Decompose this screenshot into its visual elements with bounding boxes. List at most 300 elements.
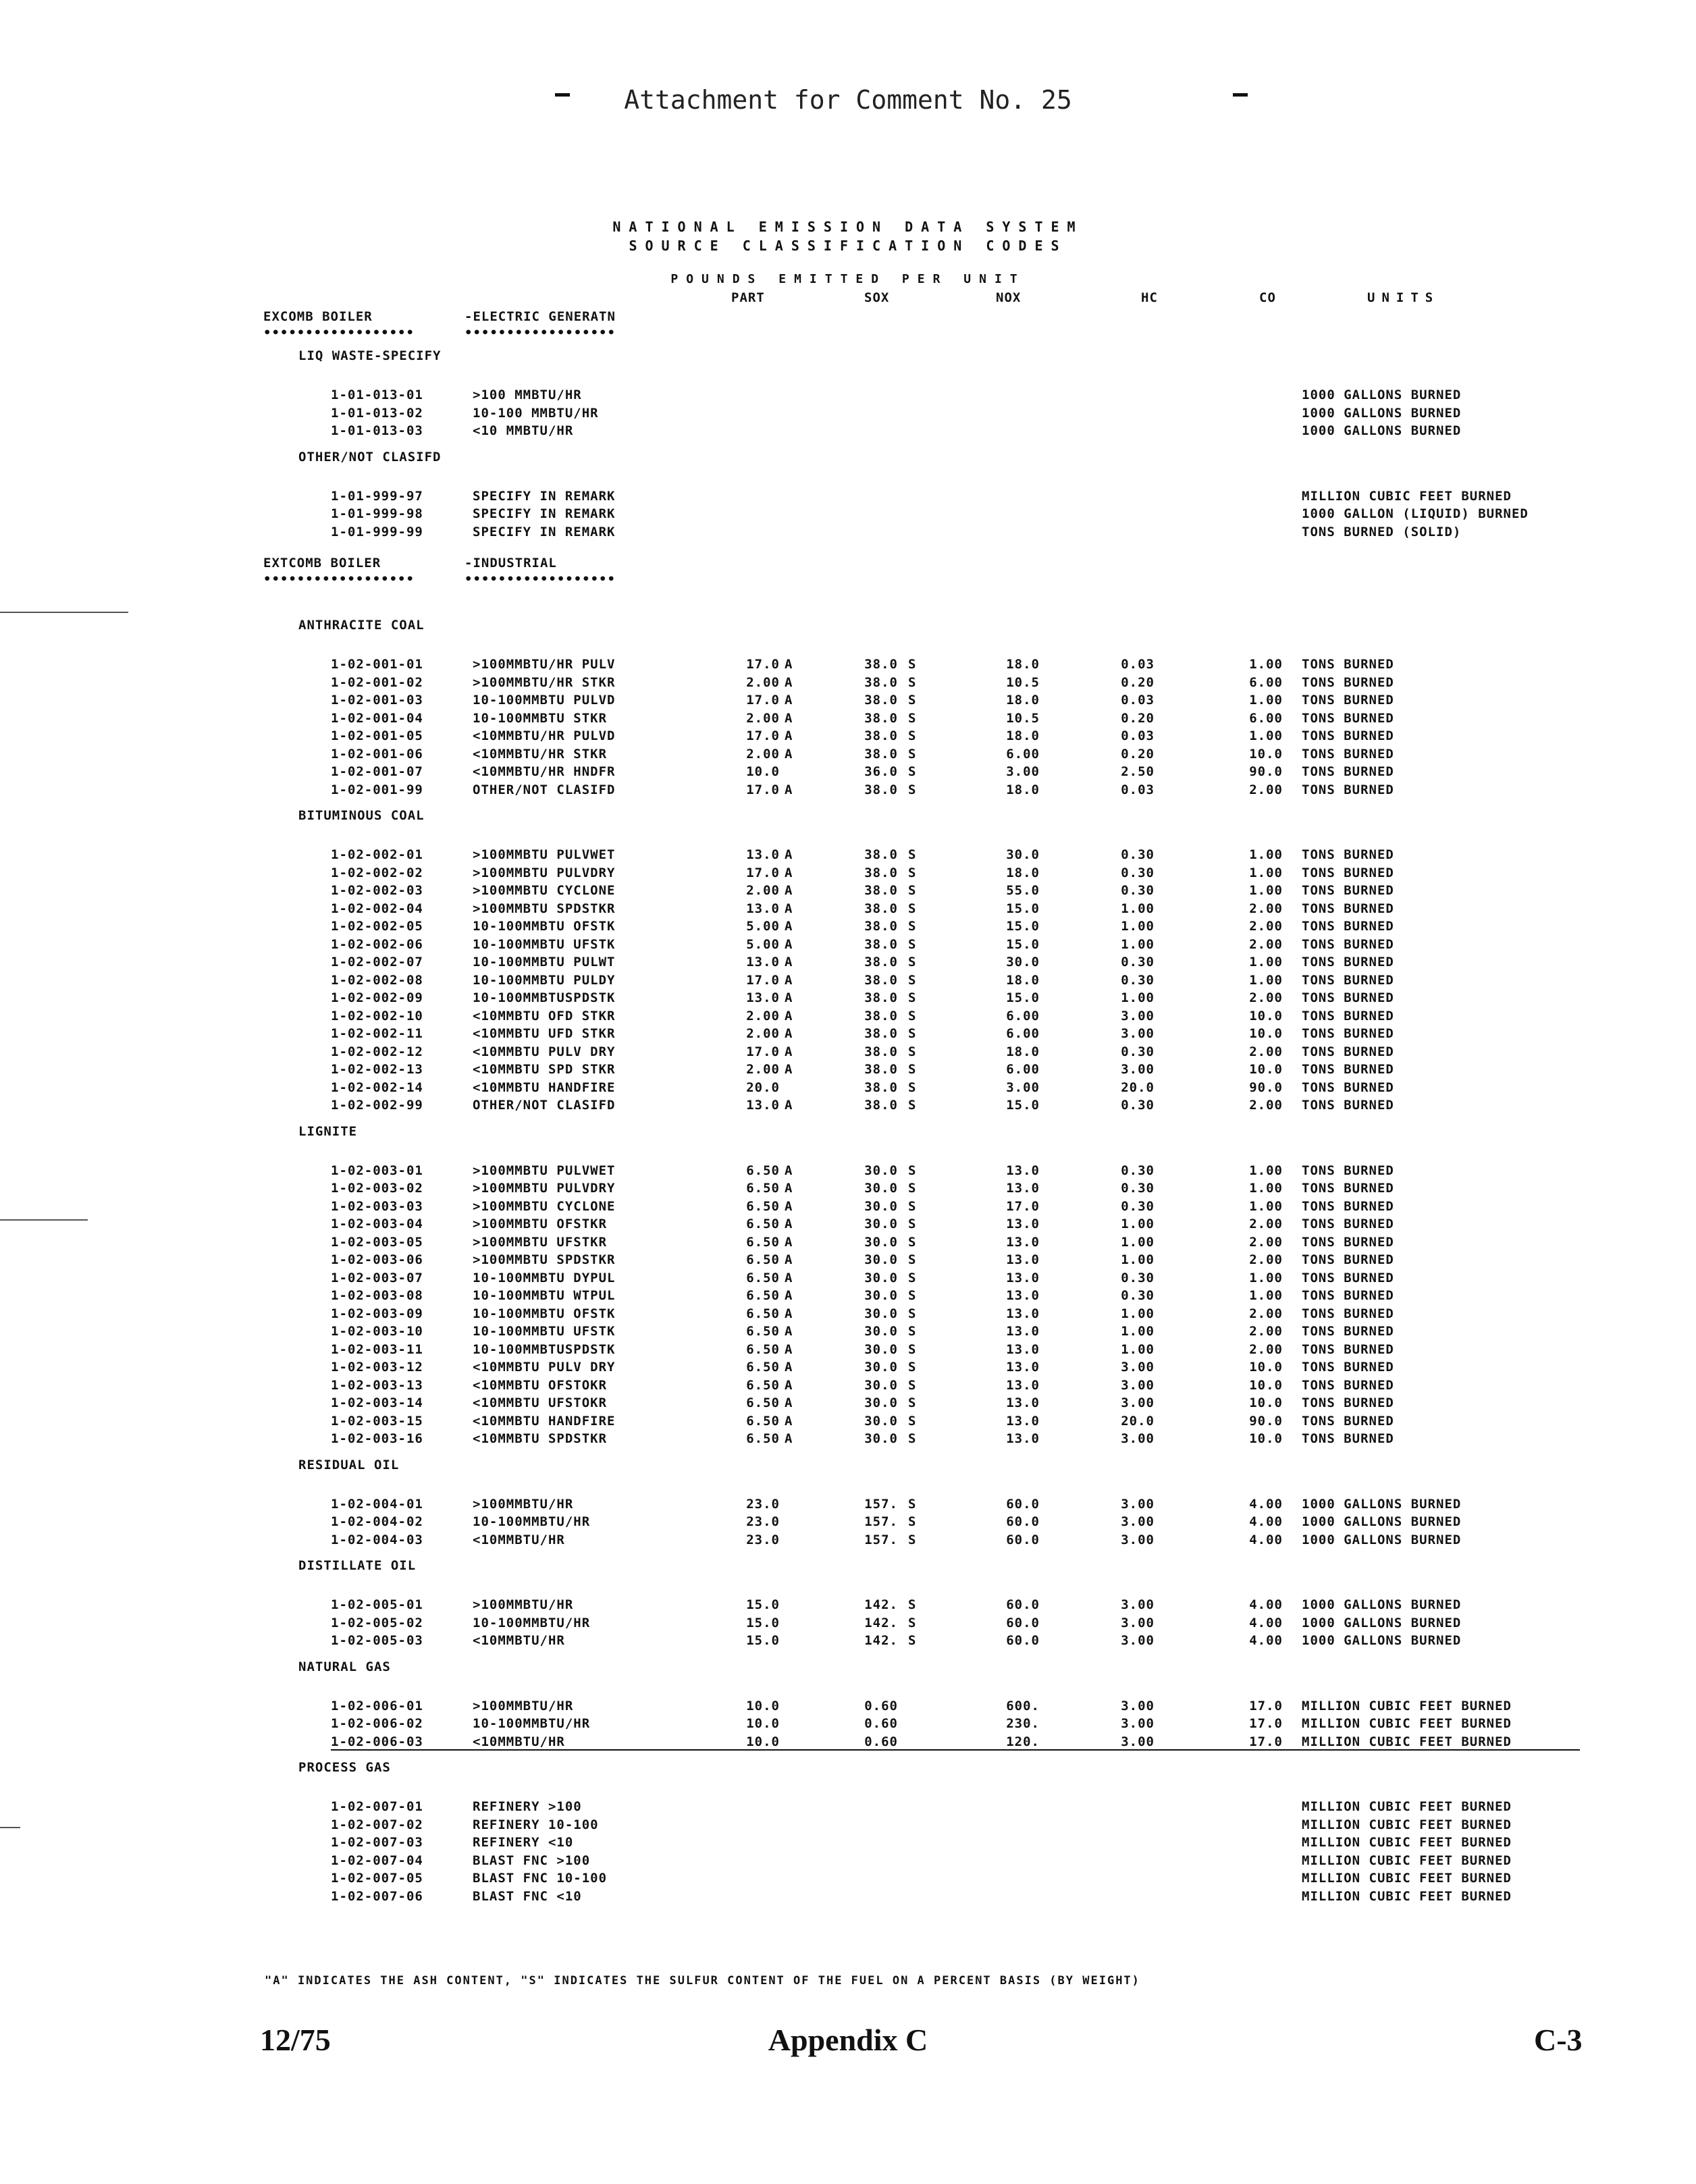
section-title: OTHER/NOT CLASIFD — [298, 449, 442, 464]
sox-flag: S — [908, 955, 917, 969]
table-row — [0, 1061, 1696, 1079]
scc-code: 1-02-003-13 — [331, 1377, 423, 1393]
units: TONS BURNED — [1302, 1198, 1394, 1214]
sox-value: 38.0 — [864, 746, 898, 762]
sox-flag: S — [908, 990, 917, 1005]
col-header-co: CO — [1259, 290, 1276, 305]
attachment-title: Attachment for Comment No. 25 — [624, 85, 1072, 115]
nox-value: 18.0 — [1006, 972, 1040, 988]
part-value: 6.50 — [746, 1252, 780, 1267]
sox-value: 30.0 — [864, 1306, 898, 1321]
scc-code: 1-02-002-09 — [331, 990, 423, 1005]
section-title: PROCESS GAS — [298, 1760, 391, 1775]
part-flag: A — [785, 1217, 793, 1231]
sox-flag: S — [908, 1341, 917, 1357]
co-value: 4.00 — [1249, 1633, 1283, 1648]
scc-code: 1-01-999-97 — [331, 488, 423, 504]
nox-value: 13.0 — [1006, 1341, 1040, 1357]
part-value: 10.0 — [746, 1734, 780, 1749]
sox-flag: S — [908, 1532, 917, 1547]
co-value: 1.00 — [1249, 847, 1283, 862]
scc-code: 1-02-002-11 — [331, 1026, 423, 1041]
sox-flag: S — [908, 1496, 917, 1512]
sox-value: 30.0 — [864, 1395, 898, 1410]
table-row — [0, 1495, 1696, 1514]
scc-code: 1-02-003-01 — [331, 1163, 423, 1178]
nox-value: 30.0 — [1006, 955, 1040, 969]
part-flag: A — [785, 1431, 793, 1446]
hc-value: 3.00 — [1121, 1496, 1155, 1512]
sox-value: 30.0 — [864, 1198, 898, 1214]
sox-flag: S — [908, 1597, 917, 1612]
co-value: 2.00 — [1249, 901, 1283, 916]
hc-value: 1.00 — [1121, 1252, 1155, 1267]
description: <10MMBTU UFSTOKR — [473, 1395, 608, 1410]
sox-flag: S — [908, 1360, 917, 1375]
description: >100MMBTU/HR PULV — [473, 657, 616, 672]
description: SPECIFY IN REMARK — [473, 488, 616, 504]
part-value: 17.0 — [746, 728, 780, 743]
scc-code: 1-02-007-02 — [331, 1817, 423, 1832]
category-left: EXCOMB BOILER — [263, 309, 373, 324]
description: >100MMBTU/HR — [473, 1698, 574, 1713]
section — [0, 807, 1696, 1123]
description: 10-100MMBTU PULVD — [473, 693, 616, 708]
co-value: 90.0 — [1249, 1080, 1283, 1095]
units: TONS BURNED — [1302, 1026, 1394, 1041]
co-value: 4.00 — [1249, 1597, 1283, 1612]
sox-value: 38.0 — [864, 1062, 898, 1077]
col-header-part: PART — [731, 290, 765, 305]
table-row — [0, 1251, 1696, 1269]
description: <10MMBTU HANDFIRE — [473, 1080, 616, 1095]
hc-value: 3.00 — [1121, 1615, 1155, 1630]
units: TONS BURNED — [1302, 1306, 1394, 1321]
sox-flag: S — [908, 1217, 917, 1231]
part-value: 20.0 — [746, 1080, 780, 1095]
scc-code: 1-02-006-01 — [331, 1698, 423, 1713]
co-value: 1.00 — [1249, 1181, 1283, 1196]
category-electric-generatn — [0, 302, 1696, 343]
description: >100MMBTU SPDSTKR — [473, 901, 616, 916]
hc-value: 3.00 — [1121, 1395, 1155, 1410]
hc-value: 0.20 — [1121, 674, 1155, 690]
part-flag: A — [785, 972, 793, 988]
scc-code: 1-01-013-02 — [331, 405, 423, 421]
sox-value: 38.0 — [864, 782, 898, 797]
units: TONS BURNED — [1302, 1324, 1394, 1339]
sox-flag: S — [908, 1026, 917, 1041]
hc-value: 1.00 — [1121, 1217, 1155, 1231]
description: 10-100MMBTU/HR — [473, 1716, 591, 1731]
units: MILLION CUBIC FEET BURNED — [1302, 1888, 1512, 1904]
description: 10-100 MMBTU/HR — [473, 405, 599, 421]
part-flag: A — [785, 1306, 793, 1321]
co-value: 10.0 — [1249, 1008, 1283, 1023]
scc-code: 1-02-006-02 — [331, 1716, 423, 1731]
units: TONS BURNED — [1302, 1234, 1394, 1250]
scc-code: 1-02-001-06 — [331, 746, 423, 762]
co-value: 1.00 — [1249, 1270, 1283, 1285]
table-row — [0, 1733, 1696, 1751]
units: MILLION CUBIC FEET BURNED — [1302, 1698, 1512, 1713]
hc-value: 0.30 — [1121, 1181, 1155, 1196]
part-flag: A — [785, 1288, 793, 1303]
hc-value: 0.30 — [1121, 865, 1155, 880]
co-value: 1.00 — [1249, 693, 1283, 708]
units: 1000 GALLONS BURNED — [1302, 1615, 1462, 1630]
part-value: 2.00 — [746, 746, 780, 762]
hc-value: 3.00 — [1121, 1734, 1155, 1749]
co-value: 2.00 — [1249, 1324, 1283, 1339]
nox-value: 13.0 — [1006, 1360, 1040, 1375]
scc-code: 1-02-005-02 — [331, 1615, 423, 1630]
co-value: 2.00 — [1249, 1306, 1283, 1321]
hc-value: 3.00 — [1121, 1431, 1155, 1446]
section — [0, 1759, 1696, 1913]
part-value: 5.00 — [746, 919, 780, 934]
scc-code: 1-02-002-99 — [331, 1098, 423, 1113]
sox-value: 30.0 — [864, 1341, 898, 1357]
units: MILLION CUBIC FEET BURNED — [1302, 1716, 1512, 1731]
part-flag: A — [785, 1324, 793, 1339]
table-row — [0, 1798, 1696, 1816]
table-row — [0, 1025, 1696, 1043]
units: TONS BURNED — [1302, 883, 1394, 898]
table-row — [0, 1513, 1696, 1531]
table-row — [0, 1215, 1696, 1233]
sox-flag: S — [908, 764, 917, 779]
sox-flag: S — [908, 1324, 917, 1339]
description: OTHER/NOT CLASIFD — [473, 1098, 616, 1113]
scc-code: 1-02-003-09 — [331, 1306, 423, 1321]
co-value: 10.0 — [1249, 746, 1283, 762]
description: SPECIFY IN REMARK — [473, 506, 616, 521]
part-value: 17.0 — [746, 865, 780, 880]
scc-code: 1-01-013-03 — [331, 423, 423, 438]
part-flag: A — [785, 1163, 793, 1178]
co-value: 4.00 — [1249, 1615, 1283, 1630]
nox-value: 30.0 — [1006, 847, 1040, 862]
co-value: 10.0 — [1249, 1377, 1283, 1393]
sox-flag: S — [908, 728, 917, 743]
part-flag: A — [785, 782, 793, 797]
units: TONS BURNED — [1302, 710, 1394, 726]
description: <10MMBTU SPDSTKR — [473, 1431, 608, 1446]
sox-value: 142. — [864, 1597, 898, 1612]
nox-value: 3.00 — [1006, 1080, 1040, 1095]
table-row — [0, 1816, 1696, 1834]
hc-value: 3.00 — [1121, 1062, 1155, 1077]
part-value: 2.00 — [746, 1008, 780, 1023]
section-title: RESIDUAL OIL — [298, 1457, 400, 1472]
sox-value: 38.0 — [864, 936, 898, 952]
nox-value: 13.0 — [1006, 1270, 1040, 1285]
scc-code: 1-02-005-01 — [331, 1597, 423, 1612]
co-value: 2.00 — [1249, 1341, 1283, 1357]
sox-value: 38.0 — [864, 674, 898, 690]
sox-flag: S — [908, 1431, 917, 1446]
co-value: 90.0 — [1249, 1413, 1283, 1429]
description: <10MMBTU PULV DRY — [473, 1360, 616, 1375]
sox-flag: S — [908, 782, 917, 797]
table-row — [0, 971, 1696, 990]
hc-value: 3.00 — [1121, 1633, 1155, 1648]
units: TONS BURNED — [1302, 847, 1394, 862]
sox-flag: S — [908, 919, 917, 934]
sox-value: 38.0 — [864, 1098, 898, 1113]
section — [0, 1557, 1696, 1658]
table-row — [0, 727, 1696, 745]
scc-code: 1-02-002-03 — [331, 883, 423, 898]
sox-flag: S — [908, 865, 917, 880]
scc-code: 1-02-005-03 — [331, 1633, 423, 1648]
table-row — [0, 1358, 1696, 1377]
co-value: 2.00 — [1249, 1098, 1283, 1113]
hc-value: 0.30 — [1121, 1270, 1155, 1285]
description: <10MMBTU OFSTOKR — [473, 1377, 608, 1393]
sox-value: 38.0 — [864, 1026, 898, 1041]
sox-flag: S — [908, 1234, 917, 1250]
part-flag: A — [785, 674, 793, 690]
sox-flag: S — [908, 1198, 917, 1214]
sox-value: 38.0 — [864, 728, 898, 743]
co-value: 17.0 — [1249, 1716, 1283, 1731]
scc-code: 1-02-004-01 — [331, 1496, 423, 1512]
nox-value: 230. — [1006, 1716, 1040, 1731]
units: TONS BURNED — [1302, 657, 1394, 672]
sox-flag: S — [908, 1615, 917, 1630]
co-value: 10.0 — [1249, 1395, 1283, 1410]
description: >100MMBTU PULVWET — [473, 1163, 616, 1178]
part-value: 2.00 — [746, 1026, 780, 1041]
scc-code: 1-01-999-99 — [331, 524, 423, 539]
sox-value: 142. — [864, 1615, 898, 1630]
part-value: 10.0 — [746, 764, 780, 779]
units: TONS BURNED — [1302, 1044, 1394, 1059]
hc-value: 0.30 — [1121, 883, 1155, 898]
nox-value: 6.00 — [1006, 746, 1040, 762]
part-value: 5.00 — [746, 936, 780, 952]
hc-value: 1.00 — [1121, 990, 1155, 1005]
table-row — [0, 864, 1696, 882]
nox-value: 13.0 — [1006, 1431, 1040, 1446]
part-flag: A — [785, 728, 793, 743]
hc-value: 3.00 — [1121, 1716, 1155, 1731]
table-row — [0, 422, 1696, 440]
part-value: 15.0 — [746, 1615, 780, 1630]
part-value: 2.00 — [746, 1062, 780, 1077]
co-value: 10.0 — [1249, 1431, 1283, 1446]
sox-flag: S — [908, 746, 917, 762]
nox-value: 15.0 — [1006, 1098, 1040, 1113]
part-flag: A — [785, 710, 793, 726]
margin-mark — [0, 1219, 88, 1221]
scc-code: 1-02-003-03 — [331, 1198, 423, 1214]
description: REFINERY <10 — [473, 1835, 574, 1850]
description: <10MMBTU PULV DRY — [473, 1044, 616, 1059]
part-flag: A — [785, 1008, 793, 1023]
co-value: 1.00 — [1249, 1198, 1283, 1214]
description: >100 MMBTU/HR — [473, 388, 582, 402]
part-flag: A — [785, 1198, 793, 1214]
sox-value: 38.0 — [864, 710, 898, 726]
sox-flag: S — [908, 936, 917, 952]
scc-code: 1-02-002-13 — [331, 1062, 423, 1077]
units: MILLION CUBIC FEET BURNED — [1302, 488, 1512, 504]
part-flag: A — [785, 990, 793, 1005]
sox-flag: S — [908, 901, 917, 916]
footer-page-number: C-3 — [1534, 2023, 1583, 2057]
hc-value: 3.00 — [1121, 1377, 1155, 1393]
part-value: 17.0 — [746, 693, 780, 708]
co-value: 2.00 — [1249, 919, 1283, 934]
sections-industrial — [0, 589, 1696, 1913]
units: TONS BURNED — [1302, 1288, 1394, 1303]
category-left: EXTCOMB BOILER — [263, 556, 381, 570]
co-value: 2.00 — [1249, 782, 1283, 797]
footnote: "A" INDICATES THE ASH CONTENT, "S" INDICATES THE SULFUR CONTENT OF THE FUEL ON A PERCENT BASIS (BY WEIGHT) — [265, 1974, 1140, 1988]
system-title-line2: SOURCE CLASSIFICATION CODES — [629, 238, 1067, 254]
table-row — [0, 1888, 1696, 1906]
description: 10-100MMBTU UFSTK — [473, 936, 616, 952]
description: >100MMBTU UFSTKR — [473, 1234, 608, 1250]
hc-value: 1.00 — [1121, 1341, 1155, 1357]
part-flag: A — [785, 1377, 793, 1393]
col-header-units: UNITS — [1367, 290, 1440, 305]
sox-value: 38.0 — [864, 847, 898, 862]
section-title: LIQ WASTE-SPECIFY — [298, 348, 442, 363]
part-value: 23.0 — [746, 1532, 780, 1547]
part-value: 6.50 — [746, 1234, 780, 1250]
hc-value: 0.30 — [1121, 955, 1155, 969]
nox-value: 10.5 — [1006, 674, 1040, 690]
co-value: 2.00 — [1249, 1044, 1283, 1059]
sox-value: 38.0 — [864, 901, 898, 916]
description: 10-100MMBTU/HR — [473, 1615, 591, 1630]
margin-mark — [0, 612, 128, 613]
units: TONS BURNED — [1302, 1252, 1394, 1267]
units: TONS BURNED — [1302, 955, 1394, 969]
part-flag: A — [785, 1026, 793, 1041]
table-row — [0, 1377, 1696, 1395]
nox-value: 15.0 — [1006, 901, 1040, 916]
nox-value: 13.0 — [1006, 1252, 1040, 1267]
co-value: 1.00 — [1249, 865, 1283, 880]
part-flag: A — [785, 919, 793, 934]
description: >100MMBTU/HR — [473, 1496, 574, 1512]
nox-value: 13.0 — [1006, 1377, 1040, 1393]
table-row — [0, 882, 1696, 900]
part-value: 13.0 — [746, 955, 780, 969]
hc-value: 0.30 — [1121, 1098, 1155, 1113]
hc-value: 1.00 — [1121, 901, 1155, 916]
co-value: 1.00 — [1249, 955, 1283, 969]
part-value: 17.0 — [746, 972, 780, 988]
co-value: 10.0 — [1249, 1026, 1283, 1041]
section — [0, 1456, 1696, 1557]
description: <10MMBTU UFD STKR — [473, 1026, 616, 1041]
scc-code: 1-02-001-02 — [331, 674, 423, 690]
sox-flag: S — [908, 710, 917, 726]
part-value: 6.50 — [746, 1431, 780, 1446]
description: 10-100MMBTU/HR — [473, 1514, 591, 1529]
sox-flag: S — [908, 1252, 917, 1267]
description: 10-100MMBTU OFSTK — [473, 919, 616, 934]
part-flag: A — [785, 1098, 793, 1113]
sox-flag: S — [908, 1514, 917, 1529]
nox-value: 15.0 — [1006, 990, 1040, 1005]
scc-code: 1-02-002-10 — [331, 1008, 423, 1023]
hc-value: 3.00 — [1121, 1514, 1155, 1529]
description: 10-100MMBTU PULWT — [473, 955, 616, 969]
units: TONS BURNED — [1302, 693, 1394, 708]
hc-value: 1.00 — [1121, 1306, 1155, 1321]
units: 1000 GALLON (LIQUID) BURNED — [1302, 506, 1529, 521]
description: <10MMBTU HANDFIRE — [473, 1413, 616, 1429]
nox-value: 17.0 — [1006, 1198, 1040, 1214]
table-row — [0, 1596, 1696, 1614]
table-row — [0, 763, 1696, 781]
co-value: 1.00 — [1249, 728, 1283, 743]
sox-value: 36.0 — [864, 764, 898, 779]
hc-value: 3.00 — [1121, 1008, 1155, 1023]
sox-flag: S — [908, 972, 917, 988]
description: >100MMBTU CYCLONE — [473, 1198, 616, 1214]
sox-value: 38.0 — [864, 990, 898, 1005]
footer-date: 12/75 — [260, 2023, 331, 2057]
category-right: -ELECTRIC GENERATN — [465, 309, 616, 324]
sox-flag: S — [908, 1306, 917, 1321]
part-value: 13.0 — [746, 847, 780, 862]
co-value: 2.00 — [1249, 990, 1283, 1005]
table-row — [0, 656, 1696, 674]
hc-value: 1.00 — [1121, 936, 1155, 952]
part-flag: A — [785, 1360, 793, 1375]
units: TONS BURNED — [1302, 1163, 1394, 1178]
units: 1000 GALLONS BURNED — [1302, 388, 1462, 402]
nox-value: 600. — [1006, 1698, 1040, 1713]
scc-code: 1-02-007-04 — [331, 1853, 423, 1868]
scc-code: 1-02-003-15 — [331, 1413, 423, 1429]
hc-value: 0.20 — [1121, 746, 1155, 762]
table-row — [0, 1323, 1696, 1341]
hc-value: 3.00 — [1121, 1532, 1155, 1547]
category-underline-left: •••••••••••••••••• — [263, 325, 415, 340]
hc-value: 1.00 — [1121, 1324, 1155, 1339]
hc-value: 0.03 — [1121, 693, 1155, 708]
scc-code: 1-02-004-02 — [331, 1514, 423, 1529]
col-header-sox: SOX — [864, 290, 890, 305]
sox-value: 30.0 — [864, 1181, 898, 1196]
sox-value: 157. — [864, 1514, 898, 1529]
sox-flag: S — [908, 674, 917, 690]
co-value: 10.0 — [1249, 1062, 1283, 1077]
scc-code: 1-02-007-01 — [331, 1799, 423, 1814]
scc-code: 1-02-007-03 — [331, 1835, 423, 1850]
category-underline-left: •••••••••••••••••• — [263, 572, 415, 587]
part-value: 23.0 — [746, 1514, 780, 1529]
part-value: 6.50 — [746, 1377, 780, 1393]
scc-code: 1-02-001-03 — [331, 693, 423, 708]
section-title: LIGNITE — [298, 1123, 358, 1139]
description: <10MMBTU/HR PULVD — [473, 728, 616, 743]
sox-value: 0.60 — [864, 1698, 898, 1713]
sox-value: 38.0 — [864, 657, 898, 672]
units: TONS BURNED — [1302, 782, 1394, 797]
nox-value: 13.0 — [1006, 1395, 1040, 1410]
nox-value: 18.0 — [1006, 865, 1040, 880]
